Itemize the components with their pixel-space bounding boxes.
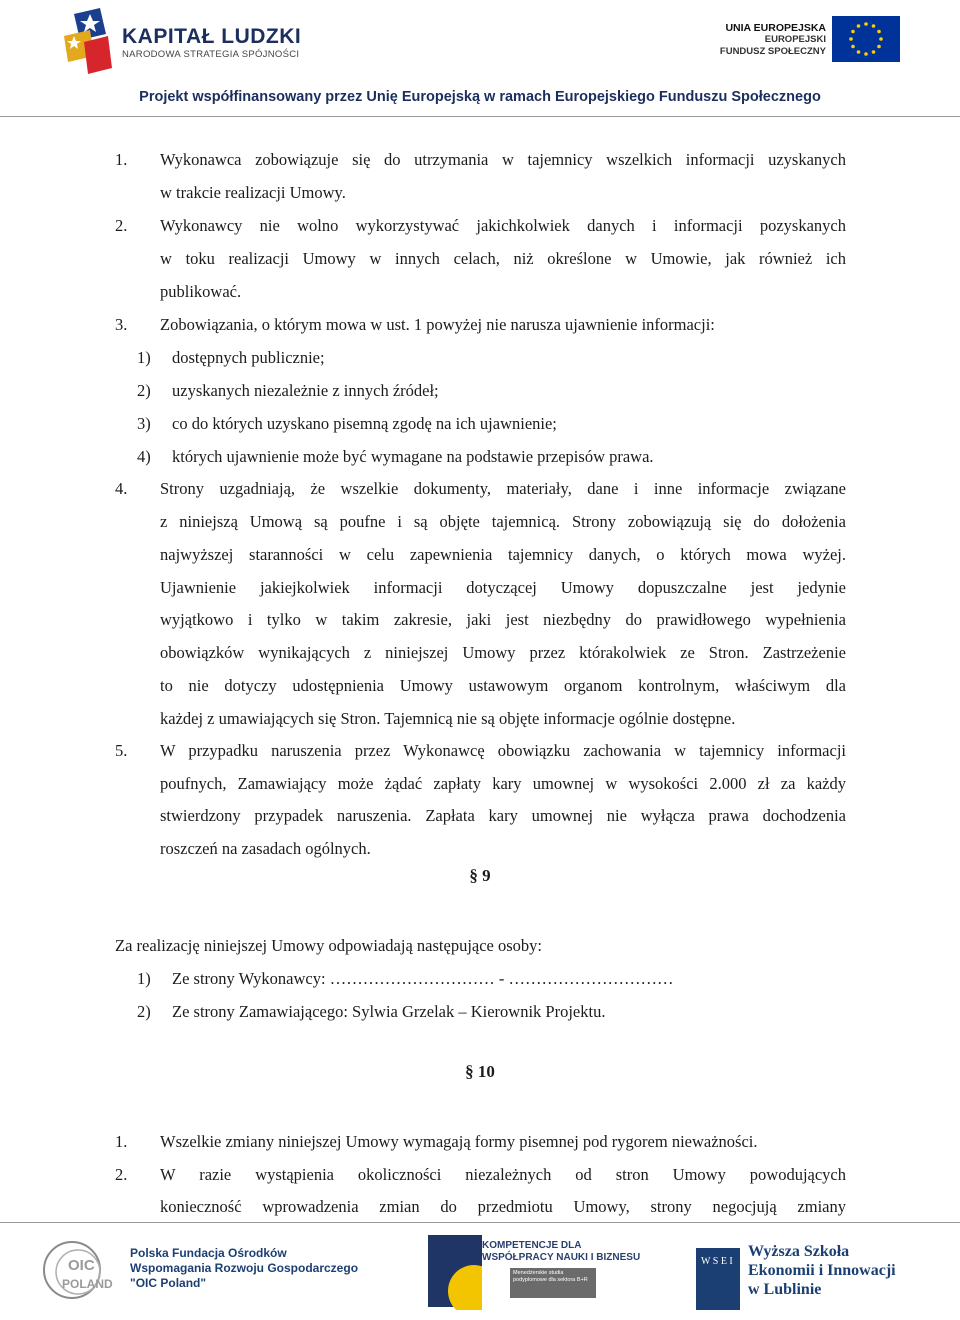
paragraph-line: w trakcie realizacji Umowy.: [160, 183, 346, 202]
oic-line3: "OIC Poland": [130, 1276, 207, 1290]
subitem-text: uzyskanych niezależnie z innych źródeł;: [172, 381, 439, 400]
paragraph-line: stwierdzony przypadek naruszenia. Zapłata kary umownej nie wyłącza prawa dochodzenia: [160, 806, 846, 825]
eu-star-icon: [851, 45, 855, 49]
oic-logo-text2: POLAND: [62, 1277, 113, 1291]
eu-star-icon: [879, 37, 883, 41]
eu-star-icon: [872, 24, 876, 28]
eu-star-icon: [857, 24, 861, 28]
paragraph-line: roszczeń na zasadach ogólnych.: [160, 839, 371, 858]
contractor-contact: Ze strony Wykonawcy: ………………………… - …………………………: [172, 969, 674, 988]
paragraph-line: Ujawnienie jakiejkolwiek informacji dotyczącej Umowy dopuszczalne jest jedynie: [160, 578, 846, 597]
paragraph-line: Wykonawcy nie wolno wykorzystywać jakichkolwiek danych i informacji pozyskanych: [160, 216, 846, 235]
header-divider: [0, 116, 960, 117]
oic-poland-logo: [38, 1232, 126, 1310]
eu-star-icon: [849, 37, 853, 41]
paragraph-line: Wszelkie zmiany niniejszej Umowy wymagają formy pisemnej pod rygorem nieważności.: [160, 1132, 758, 1151]
subitem-number: 4): [137, 447, 151, 466]
paragraph-line: każdej z umawiających się Stron. Tajemnicą nie są objęte informacje ogólnie dostępne.: [160, 709, 736, 728]
oic-logo-text1: OIC: [68, 1257, 95, 1274]
paragraph-line: Wykonawca zobowiązuje się do utrzymania w tajemnicy wszelkich informacji uzyskanych: [160, 150, 846, 169]
project-funding-line: Projekt współfinansowany przez Unię Europejską w ramach Europejskiego Funduszu Społecznego: [139, 89, 821, 105]
wsei-name: [748, 1242, 896, 1299]
subitem-text: których ujawnienie może być wymagane na podstawie przepisów prawa.: [172, 447, 654, 466]
eu-star-icon: [877, 30, 881, 34]
subitem-number: 3): [137, 414, 151, 433]
paragraph-line: w toku realizacji Umowy w innych celach, niż określone w Umowie, jak również ich: [160, 249, 846, 268]
eu-star-icon: [864, 52, 868, 56]
item-number: 2.: [115, 216, 128, 235]
eu-flag-icon: [832, 16, 900, 62]
item-number: 3.: [115, 315, 128, 334]
item-number: 2.: [115, 1165, 128, 1184]
ue-label: [720, 22, 826, 58]
item-number: 5.: [115, 741, 128, 760]
eu-star-icon: [857, 50, 861, 54]
subitem-number: 1): [137, 348, 151, 367]
kapital-ludzki-subtitle: NARODOWA STRATEGIA SPÓJNOŚCI: [122, 49, 300, 60]
paragraph-line: najwyższej staranności w celu zapewnienia tajemnicy danych, o których mowa wyżej.: [160, 545, 846, 564]
eu-star-icon: [851, 30, 855, 34]
wsei-line3: w Lublinie: [748, 1281, 822, 1298]
item-number: 1.: [115, 1132, 128, 1151]
wsei-logo: [696, 1240, 740, 1318]
kompetencje-line2: WSPÓŁPRACY NAUKI I BIZNESU: [482, 1252, 641, 1263]
oic-line2: Wspomagania Rozwoju Gospodarczego: [130, 1261, 359, 1275]
paragraph-line: Zobowiązania, o którym mowa w ust. 1 powyżej nie narusza ujawnienie informacji:: [160, 315, 715, 334]
wsei-line2: Ekonomii i Innowacji: [748, 1262, 896, 1279]
section-heading: § 10: [465, 1062, 495, 1081]
eu-star-icon: [864, 22, 868, 26]
paragraph-line: poufnych, Zamawiający może żądać zapłaty kary umownej w wysokości 2.000 zł za każdy: [160, 774, 846, 793]
item-number: 4.: [115, 479, 128, 498]
kompetencje-title: [482, 1240, 640, 1264]
kompetencje-logo: [428, 1232, 482, 1310]
oic-line1: Polska Fundacja Ośrodków: [130, 1246, 287, 1260]
oic-poland-name: [130, 1246, 358, 1291]
subitem-text: dostępnych publicznie;: [172, 348, 325, 367]
paragraph-line: W przypadku naruszenia przez Wykonawcę obowiązku zachowania w tajemnicy informacji: [160, 741, 846, 760]
kompetencje-line1: KOMPETENCJE DLA: [482, 1240, 582, 1251]
eu-star-icon: [877, 45, 881, 49]
page-header: [0, 0, 960, 120]
paragraph-line: wyjątkowo i tylko w takim zakresie, jaki jest niezbędny do prawidłowego wypełnienia: [160, 610, 846, 629]
paragraph-line: to nie dotyczy udostępnienia Umowy ustawowym organom kontrolnym, właściwym dla: [160, 676, 846, 695]
section-heading: § 9: [469, 866, 491, 885]
eu-star-icon: [872, 50, 876, 54]
wsei-line1: Wyższa Szkoła: [748, 1243, 850, 1260]
item-number: 1.: [115, 150, 128, 169]
kompetencje-caption: Menedżerskie studia podyplomowe dla sektora B+R: [510, 1268, 596, 1298]
kapital-ludzki-logo: [60, 6, 118, 78]
client-contact: Ze strony Zamawiającego: Sylwia Grzelak – Kierownik Projektu.: [172, 1002, 606, 1021]
ue-line1: UNIA EUROPEJSKA: [725, 22, 826, 34]
subitem-number: 2): [137, 1002, 151, 1021]
kapital-ludzki-title: KAPITAŁ LUDZKI: [122, 25, 302, 48]
subitem-number: 1): [137, 969, 151, 988]
paragraph-line: obowiązków wynikających z niniejszej Umowy przez którakolwiek ze Stron. Zastrzeżenie: [160, 643, 846, 662]
paragraph-line: W razie wystąpienia okoliczności niezależnych od stron Umowy powodujących: [160, 1165, 846, 1184]
subitem-number: 2): [137, 381, 151, 400]
footer-divider: [0, 1222, 960, 1223]
paragraph-line: konieczność wprowadzenia zmian do przedmiotu Umowy, strony negocjują zmiany: [160, 1197, 846, 1216]
paragraph-line: Strony uzgadniają, że wszelkie dokumenty, materiały, dane i inne informacje związane: [160, 479, 846, 498]
subitem-text: co do których uzyskano pisemną zgodę na ich ujawnienie;: [172, 414, 557, 433]
section-intro: Za realizację niniejszej Umowy odpowiadają następujące osoby:: [115, 936, 543, 955]
paragraph-line: z niniejszą Umową są poufne i są objęte tajemnicą. Strony zobowiązują się do dołożenia: [160, 512, 846, 531]
ue-line2: EUROPEJSKI: [764, 34, 826, 45]
paragraph-line: publikować.: [160, 282, 242, 301]
ue-line3: FUNDUSZ SPOŁECZNY: [719, 46, 826, 57]
wsei-logo-letters: W S E I: [701, 1256, 733, 1267]
